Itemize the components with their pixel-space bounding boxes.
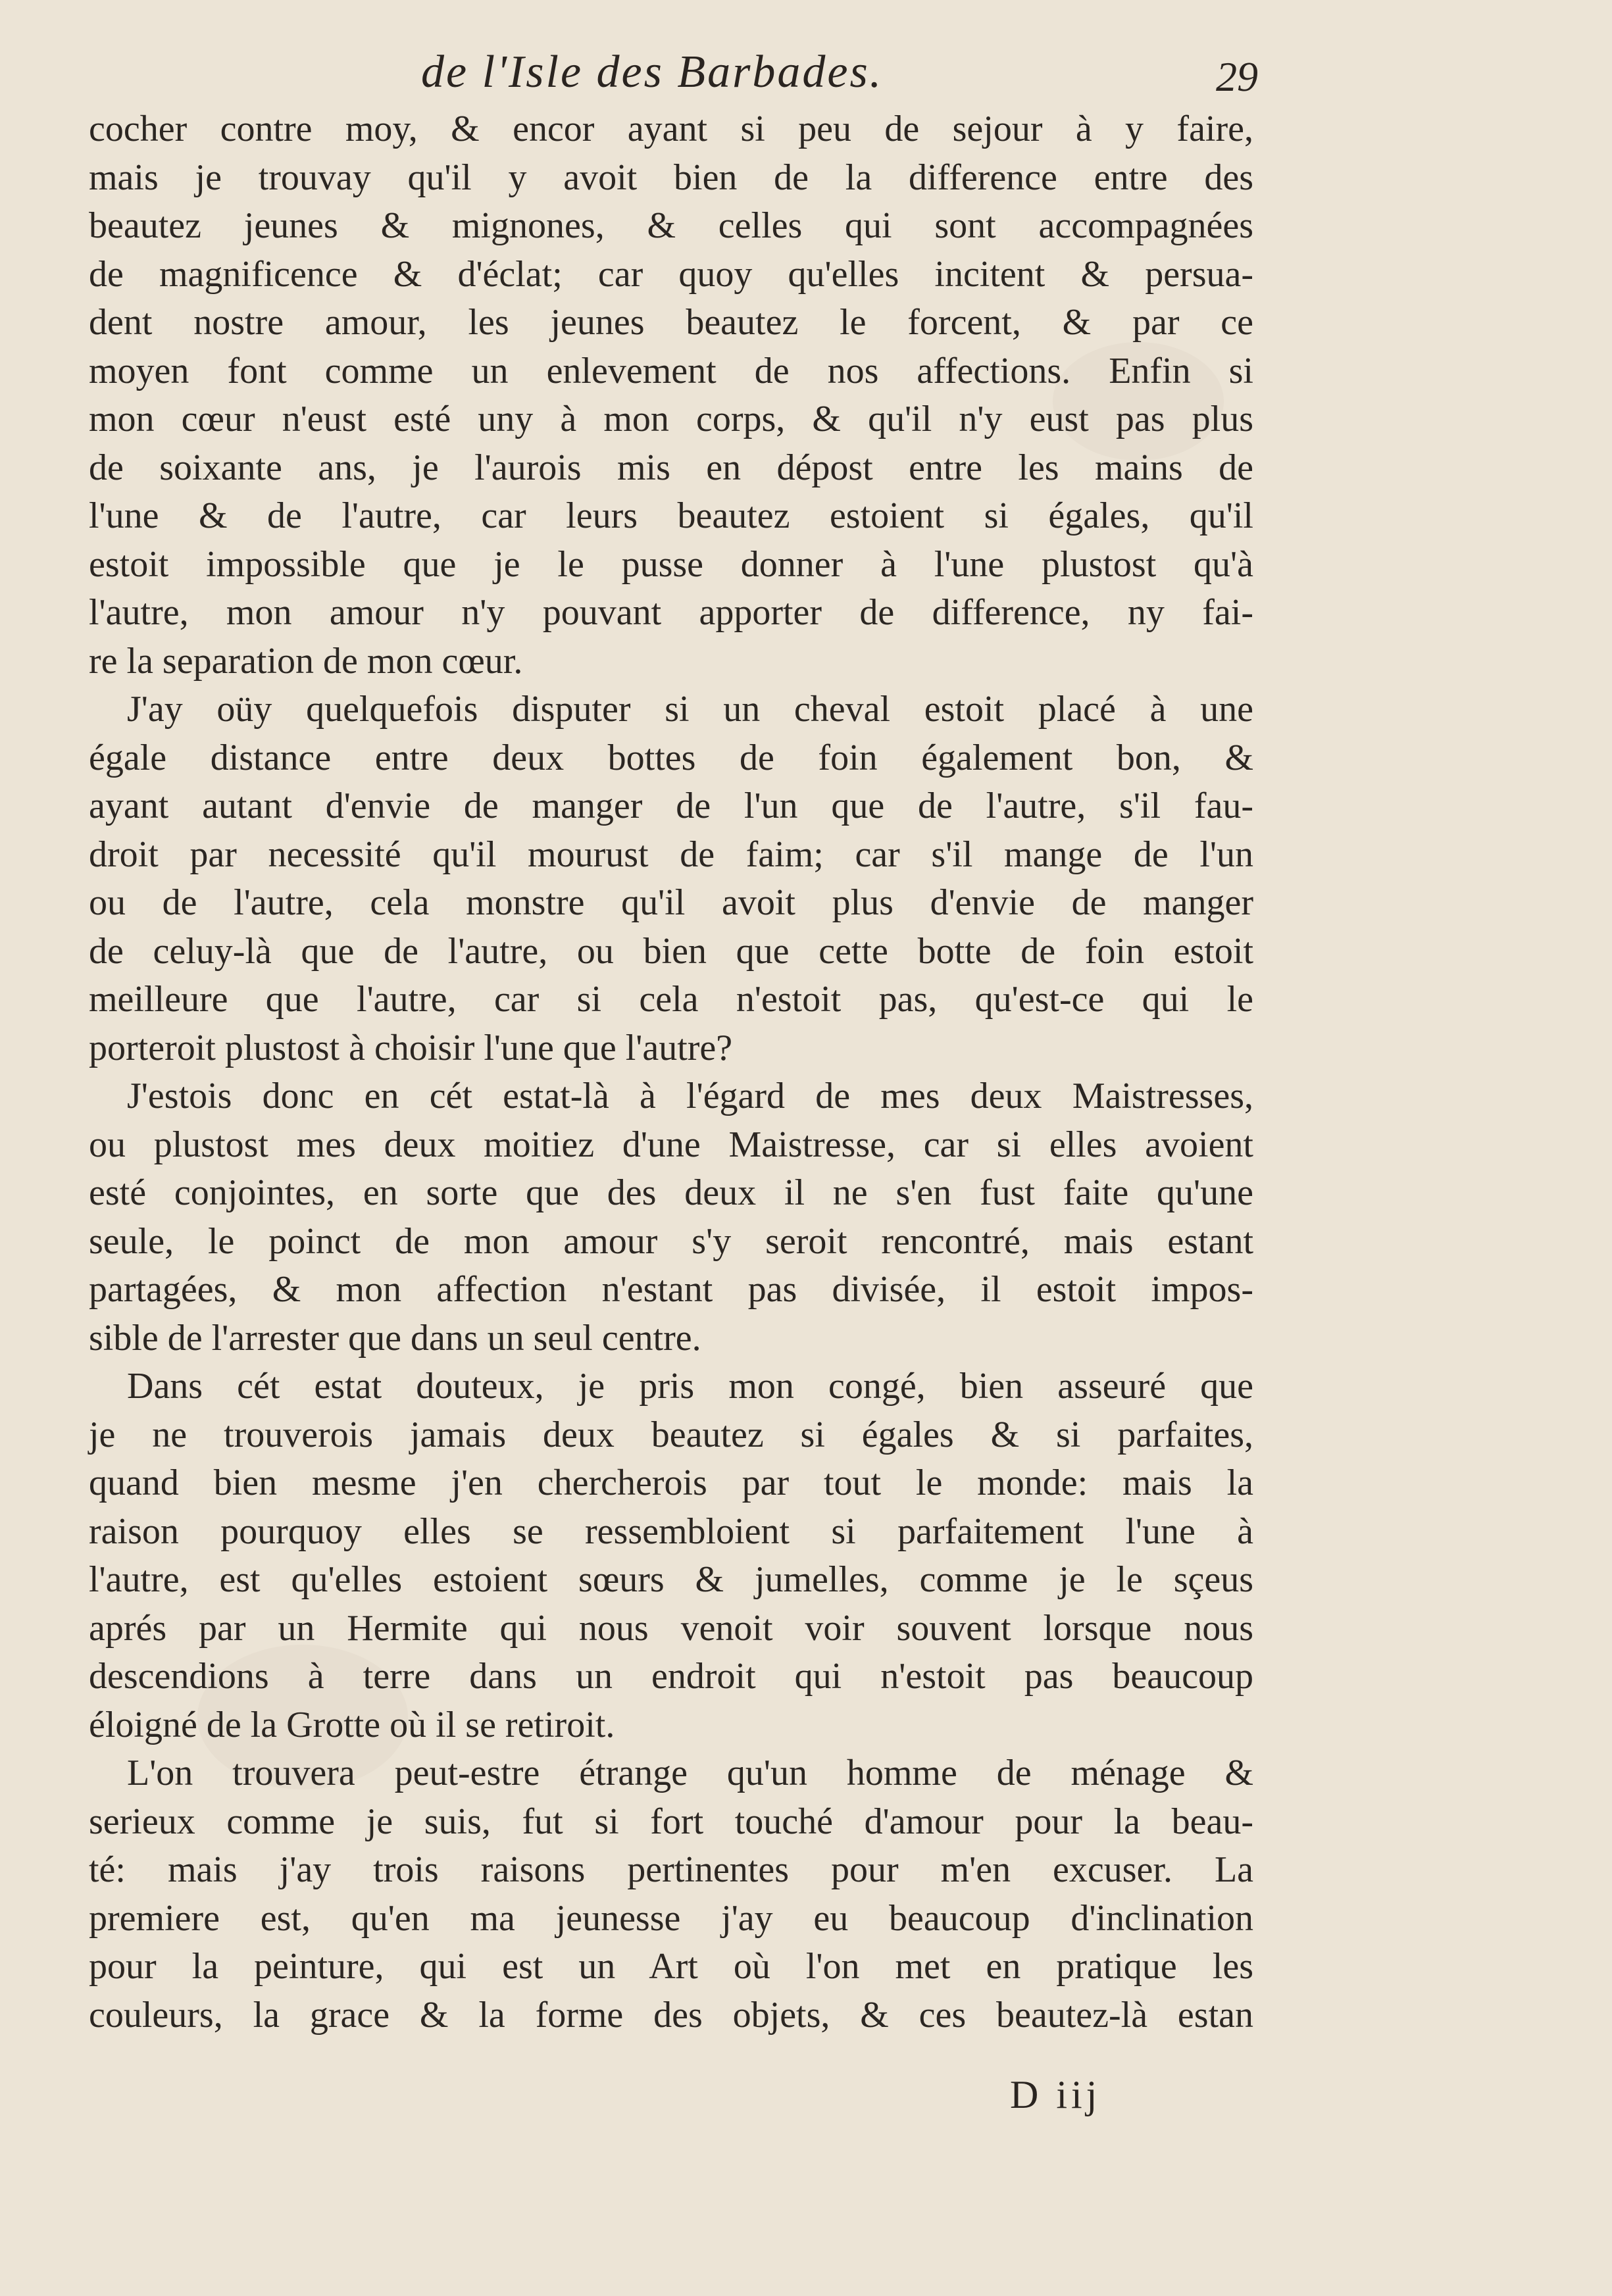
- text-line: je ne trouverois jamais deux beautez si égales & si parfaites,: [89, 1414, 1253, 1455]
- page-body: [89, 105, 1253, 2039]
- text-line: droit par necessité qu'il mourust de faim; car s'il mange de l'un: [89, 834, 1253, 875]
- text-line: porteroit plustost à choisir l'une que l'autre?: [89, 1027, 733, 1068]
- text-line: ou de l'autre, cela monstre qu'il avoit plus d'envie de manger: [89, 882, 1253, 923]
- text-line: l'une & de l'autre, car leurs beautez estoient si égales, qu'il: [89, 495, 1253, 536]
- paragraph-5: [89, 1749, 1253, 2039]
- text-line: Dans cét estat douteux, je pris mon congé, bien asseuré que: [127, 1366, 1253, 1407]
- text-line: estoit impossible que je le pusse donner à l'une plustost qu'à: [89, 543, 1253, 585]
- page-number: 29: [1216, 53, 1258, 100]
- text-line: re la separation de mon cœur.: [89, 640, 523, 682]
- running-head-title: de l'Isle des Barbades.: [421, 47, 884, 97]
- text-line: égale distance entre deux bottes de foin également bon, &: [89, 737, 1253, 778]
- text-line: ayant autant d'envie de manger de l'un que de l'autre, s'il fau-: [89, 786, 1253, 826]
- text-line: descendions à terre dans un endroit qui n'estoit pas beaucoup: [89, 1656, 1253, 1697]
- text-line: cocher contre moy, & encor ayant si peu de sejour à y faire,: [89, 109, 1253, 149]
- text-line: ou plustost mes deux moitiez d'une Maistresse, car si elles avoient: [89, 1124, 1253, 1165]
- text-line: sible de l'arrester que dans un seul centre.: [89, 1317, 701, 1359]
- text-line: aprés par un Hermite qui nous venoit voir souvent lorsque nous: [89, 1607, 1253, 1649]
- text-line: de soixante ans, je l'aurois mis en dépost entre les mains de: [89, 447, 1253, 488]
- text-line: té: mais j'ay trois raisons pertinentes pour m'en excuser. La: [89, 1849, 1253, 1890]
- running-head: [0, 46, 1612, 105]
- text-line: seule, le poinct de mon amour s'y seroit rencontré, mais estant: [89, 1220, 1253, 1262]
- text-line: de magnificence & d'éclat; car quoy qu'elles incitent & persua-: [89, 253, 1253, 295]
- text-line: serieux comme je suis, fut si fort touché d'amour pour la beau-: [89, 1801, 1253, 1842]
- text-line: beautez jeunes & mignones, & celles qui sont accompagnées: [89, 205, 1253, 246]
- signature-mark: D iij: [1010, 2073, 1101, 2116]
- paragraph-3: [89, 1072, 1253, 1362]
- text-line: l'autre, mon amour n'y pouvant apporter de difference, ny fai-: [89, 592, 1253, 633]
- text-line: pour la peinture, qui est un Art où l'on met en pratique les: [89, 1946, 1253, 1987]
- paragraph-1: [89, 105, 1253, 686]
- text-line: L'on trouvera peut-estre étrange qu'un homme de ménage &: [127, 1753, 1253, 1793]
- text-line: esté conjointes, en sorte que des deux il ne s'en fust faite qu'une: [89, 1172, 1253, 1213]
- text-line: moyen font comme un enlevement de nos affections. Enfin si: [89, 350, 1253, 391]
- text-line: de celuy-là que de l'autre, ou bien que cette botte de foin estoit: [89, 930, 1253, 972]
- paragraph-2: [89, 686, 1253, 1072]
- text-line: premiere est, qu'en ma jeunesse j'ay eu beaucoup d'inclination: [89, 1897, 1253, 1939]
- text-line: quand bien mesme j'en chercherois par tout le monde: mais la: [89, 1462, 1253, 1503]
- text-line: dent nostre amour, les jeunes beautez le forcent, & par ce: [89, 302, 1253, 343]
- text-line: meilleure que l'autre, car si cela n'estoit pas, qu'est-ce qui le: [89, 979, 1253, 1020]
- text-line: J'estois donc en cét estat-là à l'égard de mes deux Maistresses,: [127, 1076, 1253, 1116]
- text-line: l'autre, est qu'elles estoient sœurs & jumelles, comme je le sçeus: [89, 1559, 1253, 1600]
- text-line: J'ay oüy quelquefois disputer si un cheval estoit placé à une: [127, 689, 1253, 730]
- text-line: mon cœur n'eust esté uny à mon corps, & qu'il n'y eust pas plus: [89, 399, 1253, 439]
- paragraph-4: [89, 1362, 1253, 1749]
- text-line: raison pourquoy elles se ressembloient si parfaitement l'une à: [89, 1510, 1253, 1552]
- text-line: éloigné de la Grotte où il se retiroit.: [89, 1704, 615, 1745]
- text-line: mais je trouvay qu'il y avoit bien de la difference entre des: [89, 157, 1253, 198]
- text-line: partagées, & mon affection n'estant pas divisée, il estoit impos-: [89, 1269, 1253, 1310]
- text-line: couleurs, la grace & la forme des objets, & ces beautez-là estan: [89, 1994, 1253, 2035]
